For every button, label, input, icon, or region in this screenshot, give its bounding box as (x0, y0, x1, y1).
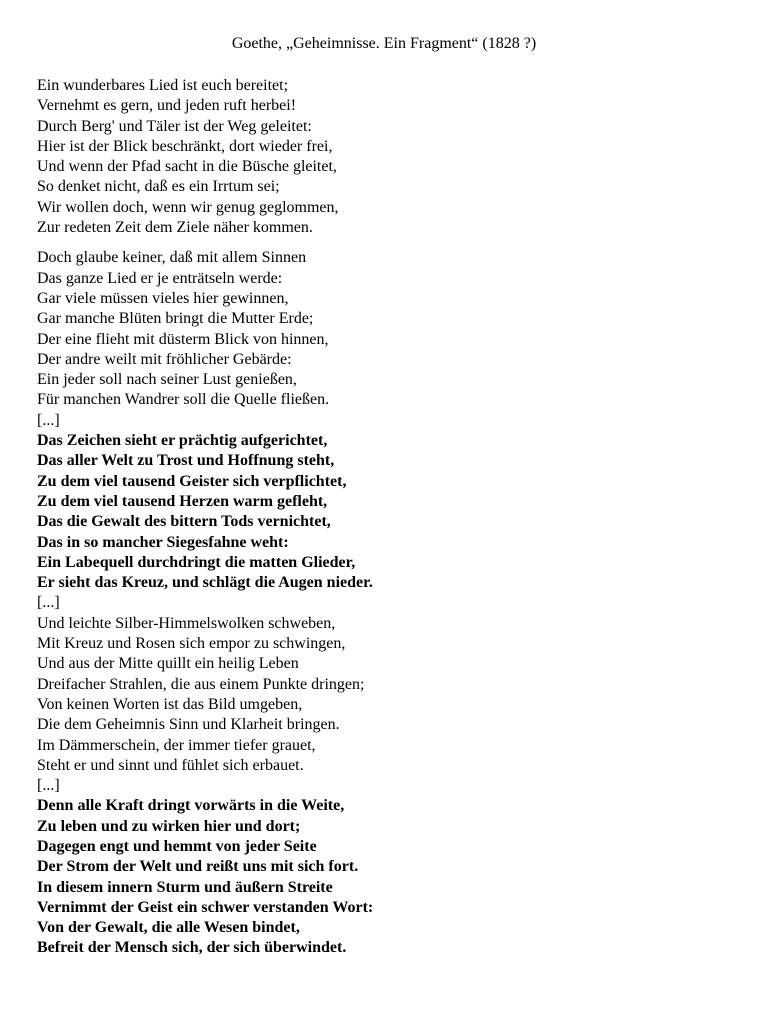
verse-line: So denket nicht, daß es ein Irrtum sei; (37, 178, 280, 196)
stanza-5 (37, 796, 737, 958)
verse-line: Zu leben und zu wirken hier und dort; (37, 817, 301, 835)
verse-line: Von keinen Worten ist das Bild umgeben, (37, 695, 303, 713)
verse-line: Hier ist der Blick beschränkt, dort wieder frei, (37, 137, 333, 155)
ellipsis-marker: [...] (37, 777, 60, 795)
verse-line: Ein Labequell durchdringt die matten Glieder, (37, 553, 356, 571)
verse-line: Der eine flieht mit düsterm Blick von hinnen, (37, 330, 329, 348)
verse-line: Er sieht das Kreuz, und schlägt die Augen nieder. (37, 574, 373, 592)
verse-line: Und wenn der Pfad sacht in die Büsche gleitet, (37, 158, 337, 176)
verse-line: Dagegen engt und hemmt von jeder Seite (37, 837, 317, 855)
verse-line: Das Zeichen sieht er prächtig aufgerichtet, (37, 432, 328, 450)
stanza-3 (37, 431, 737, 593)
stanza-spacer (37, 238, 737, 248)
verse-line: Vernimmt der Geist ein schwer verstanden Wort: (37, 898, 374, 916)
verse-line: Und leichte Silber-Himmelswolken schweben, (37, 614, 336, 632)
verse-line: Zu dem viel tausend Herzen warm gefleht, (37, 492, 328, 510)
verse-line: Die dem Geheimnis Sinn und Klarheit bringen. (37, 716, 340, 734)
verse-line: Zur redeten Zeit dem Ziele näher kommen. (37, 219, 313, 237)
verse-line: Gar manche Blüten bringt die Mutter Erde; (37, 310, 314, 328)
verse-line: Im Dämmerschein, der immer tiefer grauet, (37, 736, 316, 754)
poem-body (37, 76, 737, 959)
verse-line: Durch Berg' und Täler ist der Weg geleitet: (37, 117, 312, 135)
ellipsis-marker: [...] (37, 411, 60, 429)
verse-line: Gar viele müssen vieles hier gewinnen, (37, 289, 289, 307)
verse-line: Das die Gewalt des bittern Tods vernichtet, (37, 513, 331, 531)
verse-line: Ein jeder soll nach seiner Lust genießen, (37, 371, 297, 389)
verse-line: Für manchen Wandrer soll die Quelle fließen. (37, 391, 330, 409)
verse-line: Befreit der Mensch sich, der sich überwindet. (37, 939, 347, 957)
verse-line: Vernehmt es gern, und jeden ruft herbei! (37, 97, 297, 115)
verse-line: Das aller Welt zu Trost und Hoffnung steht, (37, 452, 335, 470)
verse-line: Und aus der Mitte quillt ein heilig Leben (37, 655, 299, 673)
ellipsis-marker: [...] (37, 594, 60, 612)
verse-line: Denn alle Kraft dringt vorwärts in die Weite, (37, 797, 345, 815)
verse-line: Dreifacher Strahlen, die aus einem Punkte dringen; (37, 675, 365, 693)
verse-line: Mit Kreuz und Rosen sich empor zu schwingen, (37, 635, 346, 653)
stanza-2 (37, 248, 737, 410)
stanza-4 (37, 614, 737, 776)
verse-line: Steht er und sinnt und fühlet sich erbauet. (37, 756, 304, 774)
verse-line: Das ganze Lied er je enträtseln werde: (37, 269, 283, 287)
verse-line: Der andre weilt mit fröhlicher Gebärde: (37, 350, 292, 368)
verse-line: Doch glaube keiner, daß mit allem Sinnen (37, 249, 307, 267)
verse-line: Zu dem viel tausend Geister sich verpflichtet, (37, 472, 347, 490)
verse-line: Der Strom der Welt und reißt uns mit sich fort. (37, 858, 359, 876)
verse-line: Wir wollen doch, wenn wir genug geglommen, (37, 198, 339, 216)
page-title: Goethe, „Geheimnisse. Ein Fragment“ (1828 ?) (231, 35, 537, 52)
stanza-1 (37, 76, 737, 238)
verse-line: In diesem innern Sturm und äußern Streite (37, 878, 333, 896)
verse-line: Das in so mancher Siegesfahne weht: (37, 533, 289, 551)
verse-line: Von der Gewalt, die alle Wesen bindet, (37, 919, 300, 937)
verse-line: Ein wunderbares Lied ist euch bereitet; (37, 77, 289, 94)
